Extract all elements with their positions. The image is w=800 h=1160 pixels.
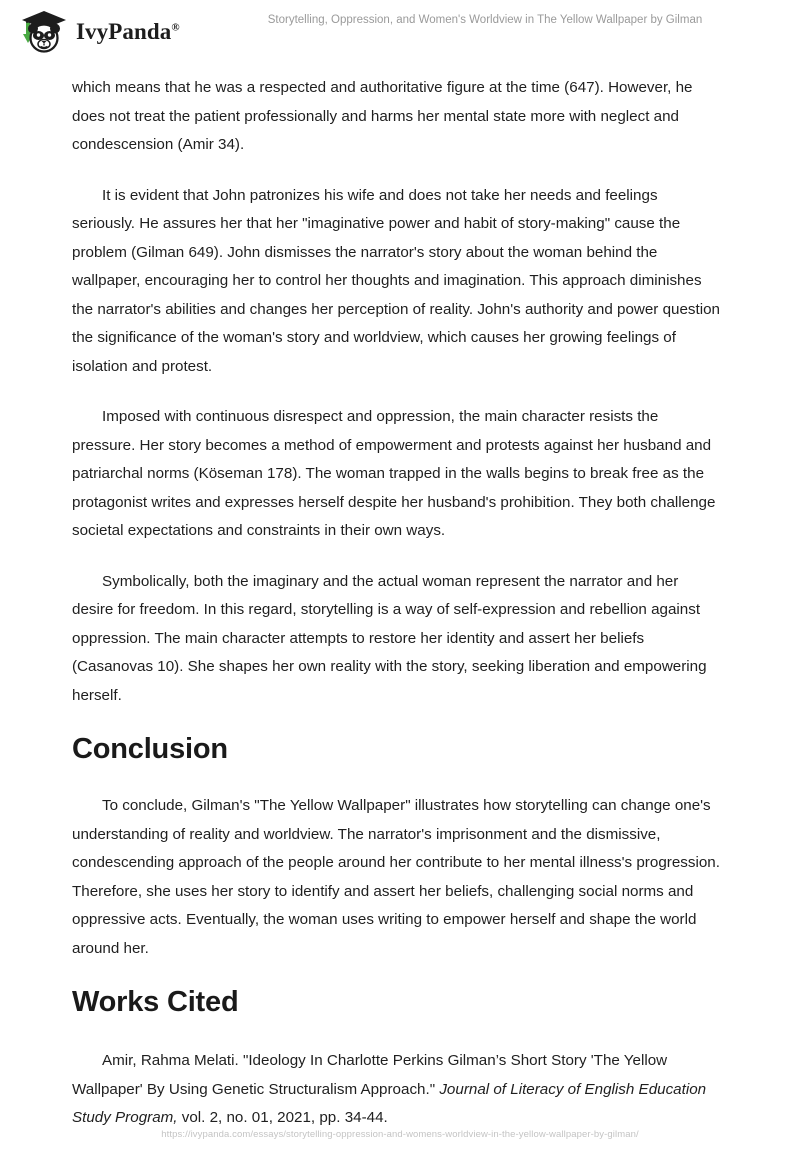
- paragraph-john-patronizes: It is evident that John patronizes his wife and does not take her needs and feelings seriously. He assures her that her "imaginative power and habit of story-making" cause the problem (Gilman 649). John dismisses the narrator's story about the woman behind the wallpaper, encouraging her to control her thoughts and imagination. This approach diminishes the narrator's abilities and changes her perception of reality. John's authority and power question the significance of the woman's story and worldview, which causes her growing feelings of isolation and protest.: [72, 186, 720, 375]
- page-footer: [0, 1124, 800, 1142]
- heading-conclusion: Conclusion: [72, 733, 228, 765]
- document-running-title: Storytelling, Oppression, and Women's Worldview in The Yellow Wallpaper by Gilman: [267, 14, 703, 26]
- citation-author-title: Amir, Rahma Melati. "Ideology In Charlotte Perkins Gilman’s Short Story 'The Yellow Wallpaper' By Using Genetic Structuralism Approach.": [72, 1052, 668, 1098]
- panda-graduate-logo-icon: [18, 8, 70, 54]
- citation-journal-name: Journal of Literacy of English Education Study Program,: [72, 1080, 707, 1126]
- brand-logo-link[interactable]: [18, 8, 180, 54]
- document-body: [72, 74, 722, 1133]
- paragraph-conclusion: To conclude, Gilman's "The Yellow Wallpaper" illustrates how storytelling can change one's understanding of reality and worldview. The narrator's imprisonment and the dismissive, condescending approach of the people around her contribute to her mental illness's progression. Therefore, she uses her story to identify and assert her beliefs, challenging social norms and oppressive acts. Eventually, the woman uses writing to empower herself and shape the world around her.: [72, 797, 720, 957]
- paragraph-symbolically: Symbolically, both the imaginary and the actual woman represent the narrator and her desire for freedom. In this regard, storytelling is a way of self-expression and rebellion against oppression. The main character attempts to restore her identity and assert her beliefs (Casanovas 10). She shapes her own reality with the story, seeking liberation and empowering herself.: [72, 572, 707, 704]
- heading-works-cited: Works Cited: [72, 986, 239, 1018]
- footer-source-url[interactable]: https://ivypanda.com/essays/storytelling-oppression-and-womens-worldview-in-the-yellow-wallpaper-by-gilman/: [161, 1129, 639, 1140]
- registered-trademark-symbol: ®: [171, 20, 180, 33]
- citation-entry: [72, 1047, 722, 1133]
- brand-name: IvyPanda®: [76, 18, 180, 44]
- page-header: [0, 0, 800, 62]
- citation-volume-pages: vol. 2, no. 01, 2021, pp. 34-44.: [177, 1109, 388, 1126]
- paragraph-imposed-disrespect: Imposed with continuous disrespect and oppression, the main character resists the pressure. Her story becomes a method of empowerment and protests against her husband and patriarchal norms (Köseman 178). The woman trapped in the walls begins to break free as the protagonist writes and expresses herself despite her husband's prohibition. They both challenge societal expectations and constraints in their own ways.: [72, 408, 716, 539]
- paragraph-continuation: which means that he was a respected and authoritative figure at the time (647). However, he does not treat the patient professionally and harms her mental state more with neglect and condescension (Amir 34).: [72, 79, 693, 153]
